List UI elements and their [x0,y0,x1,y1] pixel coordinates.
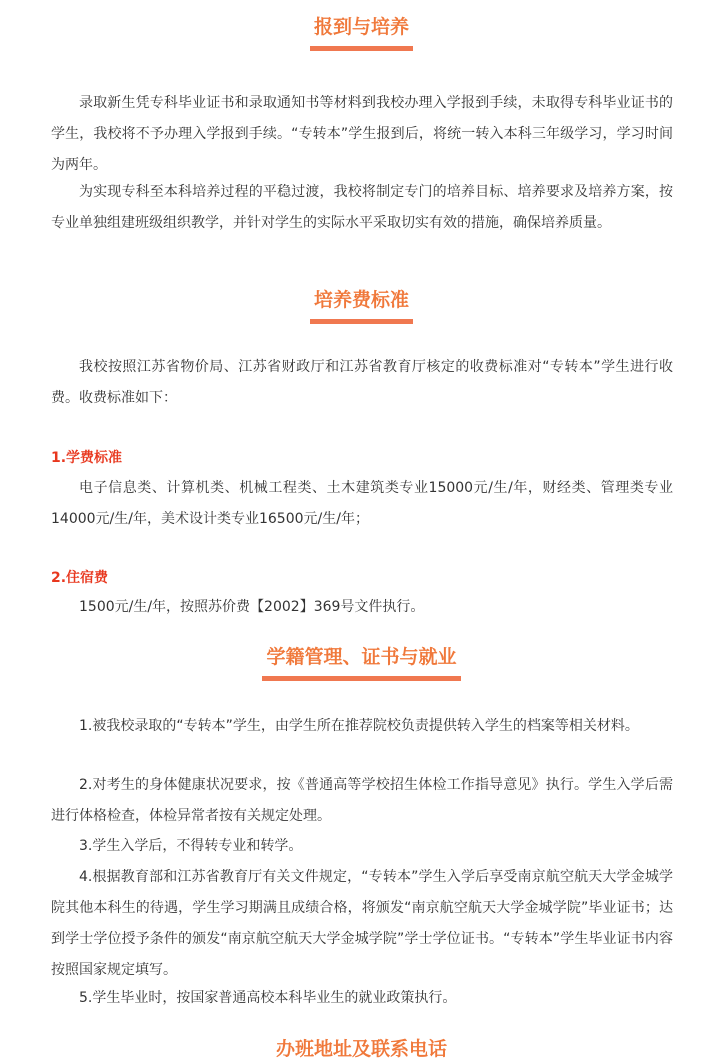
list-item: 1.被我校录取的“专转本”学生，由学生所在推荐院校负责提供转入学生的档案等相关材料。 [79,718,639,734]
paragraph-registration: 录取新生凭专科毕业证书和录取通知书等材料到我校办理入学报到手续，未取得专科毕业证书的学生，我校将不予办理入学报到手续。“专转本”学生报到后，将统一转入本科三年级学习，学习时间为两年。 [51,95,673,173]
list-item: 3.学生入学后，不得转专业和转学。 [79,838,303,854]
section-title: 办班地址及联系电话 [272,1036,451,1064]
section-heading-fees [0,287,723,324]
paragraph-training: 为实现专科至本科培养过程的平稳过渡，我校将制定专门的培养目标、培养要求及培养方案，按专业单独组建班级组织教学，并针对学生的实际水平采取切实有效的措施，确保培养质量。 [51,184,673,231]
section-title: 报到与培养 [310,14,413,51]
subheading-tuition: 1.学费标准 [51,450,123,466]
section-title: 学籍管理、证书与就业 [262,644,460,681]
list-item: 2.对考生的身体健康状况要求，按《普通高等学校招生体检工作指导意见》执行。学生入学后需进行体格检查，体检异常者按有关规定处理。 [51,777,673,824]
section-heading-contact [0,1036,723,1064]
paragraph-tuition: 电子信息类、计算机类、机械工程类、土木建筑类专业15000元/生/年，财经类、管理类专业14000元/生/年，美术设计类专业16500元/生/年； [51,480,673,527]
section-heading-status [0,644,723,681]
list-item: 5.学生毕业时，按国家普通高校本科毕业生的就业政策执行。 [79,990,457,1006]
list-item: 4.根据教育部和江苏省教育厅有关文件规定，“专转本”学生入学后享受南京航空航天大学金城学院其他本科生的待遇，学生学习期满且成绩合格，将颁发“南京航空航天大学金城学院”毕业证书；达到学士学位授予条件的颁发“南京航空航天大学金城学院”学士学位证书。“专转本”学生毕业证书内容按照国家规定填写。 [51,869,673,978]
subheading-accommodation: 2.住宿费 [51,570,109,586]
section-heading-registration [0,14,723,51]
paragraph-accommodation: 1500元/生/年，按照苏价费【2002】369号文件执行。 [79,599,425,615]
paragraph-fee-intro: 我校按照江苏省物价局、江苏省财政厅和江苏省教育厅核定的收费标准对“专转本”学生进行收费。收费标准如下： [51,359,673,406]
section-title: 培养费标准 [310,287,413,324]
